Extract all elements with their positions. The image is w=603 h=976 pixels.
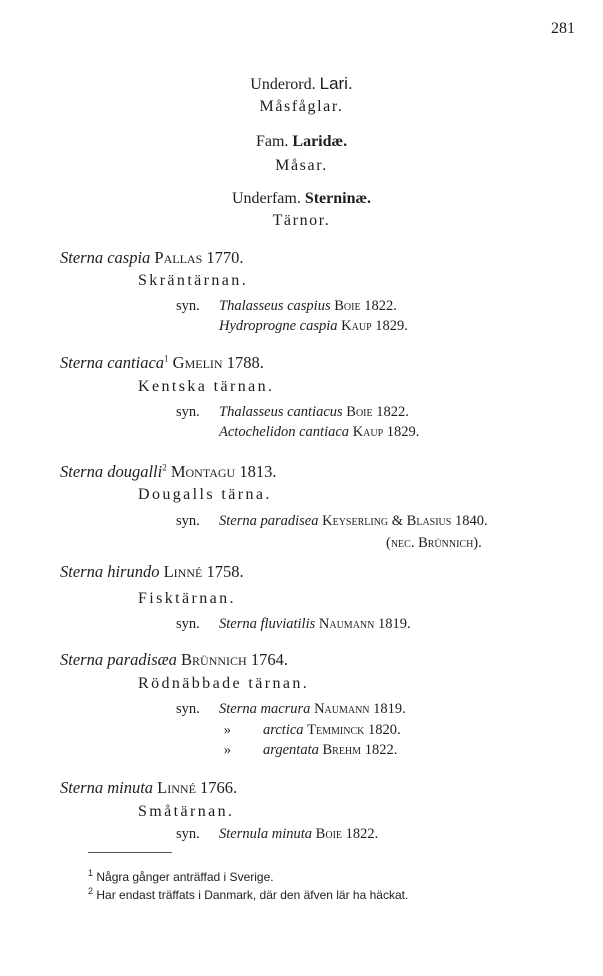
page-number: 281 bbox=[551, 20, 575, 37]
order-label: Underord. bbox=[250, 76, 316, 93]
synonym-name: arctica bbox=[263, 722, 304, 738]
synonym-name: Sterna paradisea bbox=[219, 513, 319, 529]
synonym-year: 1819. bbox=[373, 701, 406, 717]
synonym-name: Thalasseus caspius bbox=[219, 298, 331, 314]
synonym-line bbox=[176, 722, 401, 739]
species-author: Linné bbox=[157, 778, 196, 797]
species-common-name: Småtärnan. bbox=[138, 803, 235, 820]
footnote-text: Har endast träffats i Danmark, där den äfven lär ha häckat. bbox=[96, 888, 409, 902]
species-common-name: Skräntärnan. bbox=[138, 272, 249, 289]
ditto-mark: » bbox=[223, 742, 231, 758]
synonym-author: Keyserling & Blasius bbox=[322, 513, 452, 529]
order-name: Lari. bbox=[319, 74, 353, 93]
synonym-year: 1840. bbox=[454, 513, 488, 529]
ditto-mark: » bbox=[223, 722, 231, 738]
synonym-line bbox=[176, 742, 397, 759]
subfamily-heading bbox=[0, 190, 603, 208]
synonym-author: Temminck bbox=[307, 722, 365, 738]
species-author: Pallas bbox=[154, 248, 203, 267]
synonym-line bbox=[176, 298, 397, 315]
species-name: Sterna paradisæa bbox=[60, 650, 177, 669]
synonym-author: Boie bbox=[334, 298, 361, 314]
species-name: Sterna cantiaca bbox=[60, 353, 165, 372]
synonym-author: Boie bbox=[315, 826, 343, 842]
synonym-note bbox=[386, 535, 482, 552]
species-common-name: Fisktärnan. bbox=[138, 590, 236, 607]
synonym-year: 1829. bbox=[375, 318, 408, 334]
footnote-divider bbox=[88, 852, 172, 853]
species-heading bbox=[60, 462, 276, 482]
synonym-line bbox=[176, 616, 411, 633]
synonym-author: Brehm bbox=[322, 742, 362, 758]
subfamily-common-name: Tärnor. bbox=[272, 212, 331, 229]
synonym-line bbox=[176, 404, 409, 421]
synonym-name: Sterna macrura bbox=[219, 701, 311, 717]
synonym-year: 1822. bbox=[376, 404, 409, 420]
species-heading bbox=[60, 778, 237, 798]
synonym-line bbox=[176, 701, 406, 718]
synonym-author: Naumann bbox=[314, 701, 370, 717]
species-name: Sterna minuta bbox=[60, 778, 154, 797]
synonym-year: 1822. bbox=[364, 742, 398, 758]
synonym-author: Kaup bbox=[341, 318, 372, 334]
synonym-line bbox=[176, 513, 488, 530]
species-name: Sterna dougalli bbox=[60, 462, 163, 481]
synonym-note-text: (nec. Brünnich). bbox=[386, 535, 482, 551]
family-label: Fam. bbox=[255, 133, 289, 150]
synonym-line bbox=[176, 318, 408, 335]
synonym-prefix: syn. bbox=[176, 404, 200, 420]
synonym-name: Sterna fluviatilis bbox=[219, 616, 316, 632]
family-name: Laridæ. bbox=[292, 133, 348, 150]
species-common-name: Kentska tärnan. bbox=[138, 378, 275, 395]
synonym-prefix: syn. bbox=[176, 298, 200, 314]
footnote-mark: 2 bbox=[162, 462, 167, 473]
species-heading bbox=[60, 650, 288, 670]
footnote-mark: 1 bbox=[164, 353, 169, 364]
synonym-prefix: syn. bbox=[176, 826, 200, 842]
species-year: 1758. bbox=[206, 562, 244, 581]
synonym-name: Sternula minuta bbox=[219, 826, 313, 842]
footnote-number: 1 bbox=[88, 868, 94, 878]
footnote bbox=[88, 888, 408, 902]
synonym-year: 1820. bbox=[368, 722, 401, 738]
species-year: 1766. bbox=[200, 778, 238, 797]
synonym-line bbox=[176, 424, 419, 441]
synonym-name: Hydroprogne caspia bbox=[219, 318, 338, 334]
synonym-year: 1819. bbox=[378, 616, 411, 632]
species-author: Montagu bbox=[170, 462, 236, 481]
order-common-name: Måsfåglar. bbox=[259, 98, 344, 115]
species-common-name: Dougalls tärna. bbox=[138, 486, 272, 503]
subfamily-name: Sterninæ. bbox=[304, 190, 372, 207]
family-heading bbox=[0, 133, 603, 151]
synonym-year: 1822. bbox=[345, 826, 379, 842]
synonym-year: 1822. bbox=[364, 298, 397, 314]
synonym-line bbox=[176, 826, 378, 843]
synonym-author: Boie bbox=[346, 404, 373, 420]
synonym-prefix: syn. bbox=[176, 701, 200, 717]
species-common-name: Rödnäbbade tärnan. bbox=[138, 675, 310, 692]
species-name: Sterna hirundo bbox=[60, 562, 160, 581]
footnote bbox=[88, 870, 274, 884]
order-heading bbox=[0, 74, 603, 94]
species-year: 1788. bbox=[226, 353, 264, 372]
species-heading bbox=[60, 353, 264, 373]
species-author: Linné bbox=[163, 562, 203, 581]
species-author: Brünnich bbox=[181, 650, 247, 669]
species-heading bbox=[60, 248, 244, 268]
subfamily-label: Underfam. bbox=[231, 190, 301, 207]
synonym-prefix: syn. bbox=[176, 616, 200, 632]
synonym-name: argentata bbox=[263, 742, 319, 758]
synonym-author: Kaup bbox=[352, 424, 384, 440]
footnote-text: Några gånger anträffad i Sverige. bbox=[96, 870, 274, 884]
footnote-number: 2 bbox=[88, 886, 94, 896]
family-common-name: Måsar. bbox=[275, 157, 328, 174]
species-year: 1770. bbox=[206, 248, 244, 267]
synonym-name: Thalasseus cantiacus bbox=[219, 404, 343, 420]
species-year: 1764. bbox=[250, 650, 288, 669]
species-name: Sterna caspia bbox=[60, 248, 151, 267]
species-year: 1813. bbox=[239, 462, 277, 481]
species-author: Gmelin bbox=[172, 353, 223, 372]
species-heading bbox=[60, 562, 244, 582]
synonym-name: Actochelidon cantiaca bbox=[219, 424, 350, 440]
synonym-prefix: syn. bbox=[176, 513, 200, 529]
synonym-author: Naumann bbox=[318, 616, 375, 632]
synonym-year: 1829. bbox=[386, 424, 420, 440]
